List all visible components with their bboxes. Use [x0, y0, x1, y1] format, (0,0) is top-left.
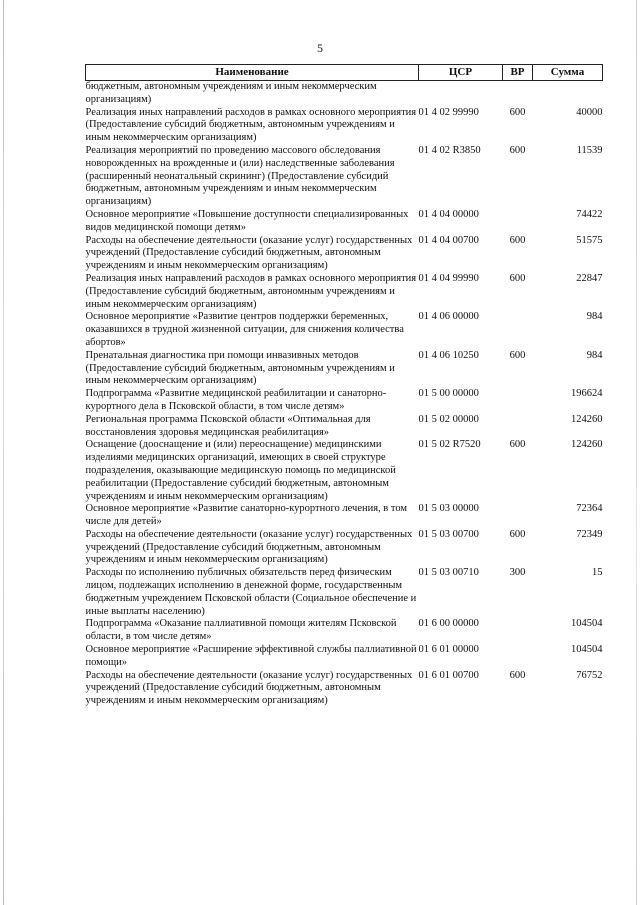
- cell-sum: 11539: [576, 144, 603, 156]
- cell-sum: 76752: [576, 669, 603, 681]
- cell-sum: 104504: [571, 618, 603, 630]
- table-row: [86, 567, 603, 618]
- table-row: [86, 618, 603, 644]
- table-row: [86, 273, 603, 311]
- cell-vr: [503, 209, 533, 235]
- cell-name: Региональная программа Псковской области «Оптимальная для восстановления здоровья медицинская реабилитация»: [85, 413, 371, 438]
- cell-code: 01 5 02 00000: [418, 413, 479, 425]
- table-row: [86, 145, 603, 209]
- cell-code: 01 4 06 00000: [418, 311, 479, 323]
- cell-vr: 600: [509, 669, 526, 681]
- cell-code: 01 6 01 00700: [418, 669, 479, 681]
- cell-vr: 600: [509, 234, 526, 246]
- table-row: [86, 350, 603, 388]
- table-row: [86, 107, 603, 145]
- cell-name: Основное мероприятие «Повышение доступности специализированных видов медицинской помощи детям»: [85, 208, 409, 233]
- table-row: [86, 209, 603, 235]
- header-name: Наименование: [86, 65, 419, 81]
- cell-sum: 15: [592, 567, 603, 579]
- cell-vr: 600: [509, 439, 526, 451]
- cell-code: 01 5 02 R7520: [418, 439, 481, 451]
- cell-sum: 51575: [576, 234, 603, 246]
- cell-sum: 22847: [576, 272, 603, 284]
- cell-code: 01 5 03 00000: [418, 503, 479, 515]
- cell-sum: 72349: [576, 528, 603, 540]
- cell-name: Расходы на обеспечение деятельности (оказание услуг) государственных учреждений (Предоставление субсидий бюджетным, автономным учреждениям и иным некоммерческим организациям): [85, 528, 413, 566]
- cell-name: Реализация иных направлений расходов в рамках основного мероприятия (Предоставление субсидий бюджетным, автономным учреждениям и иным некоммерческим организациям): [85, 272, 417, 310]
- cell-code: [419, 81, 503, 107]
- cell-vr: [503, 618, 533, 644]
- cell-vr: 600: [509, 106, 526, 118]
- table-row: [86, 414, 603, 440]
- cell-vr: 600: [509, 144, 526, 156]
- cell-name: Оснащение (дооснащение и (или) переоснащение) медицинскими изделиями медицинских организаций, имеющих в своей структуре подразделения, оказывающие медицинскую помощь по медицинской реабилитации (Предоставление субсидий бюджетным, автономным учреждениям и иным некоммерческим организациям): [85, 439, 396, 502]
- cell-sum: 104504: [571, 644, 603, 656]
- cell-vr: [503, 81, 533, 107]
- cell-name: Расходы по исполнению публичных обязательств перед физическим лицом, подлежащих исполнению в денежной форме, государственным бюджетным учреждением Псковской области (Социальное обеспечение и иные выплаты населению): [85, 567, 417, 617]
- cell-vr: [503, 388, 533, 414]
- cell-vr: 600: [509, 528, 526, 540]
- cell-code: 01 4 02 99990: [418, 106, 479, 118]
- cell-name: Подпрограмма «Развитие медицинской реабилитации и санаторно-курортного дела в Псковской области, в том числе детям»: [85, 388, 387, 412]
- cell-code: 01 6 01 00000: [418, 644, 479, 656]
- header-code: ЦСР: [419, 65, 503, 81]
- cell-code: 01 4 02 R3850: [418, 144, 481, 156]
- cell-name: Расходы на обеспечение деятельности (оказание услуг) государственных учреждений (Предоставление субсидий бюджетным, автономным учреждениям и иным некоммерческим организациям): [85, 234, 413, 272]
- cell-name: Расходы на обеспечение деятельности (оказание услуг) государственных учреждений (Предоставление субсидий бюджетным, автономным учреждениям и иным некоммерческим организациям): [85, 669, 413, 707]
- table-row: [86, 644, 603, 670]
- table-row: [86, 529, 603, 567]
- header-sum: Сумма: [533, 65, 603, 81]
- cell-code: 01 4 04 00000: [418, 208, 479, 220]
- cell-name: бюджетным, автономным учреждениям и иным некоммерческим организациям): [85, 81, 377, 105]
- cell-name: Основное мероприятие «Расширение эффективной службы паллиативной помощи»: [85, 644, 417, 668]
- table-row: [86, 388, 603, 414]
- cell-code: 01 4 04 00700: [418, 234, 479, 246]
- cell-name: Пренатальная диагностика при помощи инвазивных методов (Предоставление субсидий бюджетным, автономным учреждениям и иным некоммерческим организациям): [85, 349, 395, 387]
- cell-code: 01 4 04 99990: [418, 272, 479, 284]
- cell-sum: 984: [586, 349, 603, 361]
- cell-sum: 124260: [571, 439, 603, 451]
- cell-code: 01 4 06 10250: [418, 349, 479, 361]
- table-header-row: [86, 65, 603, 81]
- cell-vr: 300: [509, 567, 526, 579]
- cell-vr: [503, 644, 533, 670]
- header-vr: ВР: [503, 65, 533, 81]
- table-row: [86, 311, 603, 349]
- cell-sum: 196624: [571, 388, 603, 400]
- page-number: 5: [317, 41, 323, 55]
- table-row: [86, 81, 603, 107]
- cell-code: 01 5 03 00700: [418, 528, 479, 540]
- cell-name: Реализация иных направлений расходов в рамках основного мероприятия (Предоставление субсидий бюджетным, автономным учреждениям и иным некоммерческим организациям): [85, 106, 417, 144]
- cell-sum: 984: [586, 311, 603, 323]
- cell-vr: [503, 414, 533, 440]
- cell-name: Основное мероприятие «Развитие санаторно-курортного лечения, в том числе для детей»: [85, 503, 408, 528]
- budget-table: [85, 64, 603, 708]
- cell-vr: [503, 311, 533, 349]
- cell-name: Основное мероприятие «Развитие центров поддержки беременных, оказавшихся в трудной жизненной ситуации, для снижения количества абортов»: [85, 311, 404, 348]
- cell-vr: 600: [509, 349, 526, 361]
- table-row: [86, 670, 603, 708]
- table-row: [86, 235, 603, 273]
- cell-sum: 124260: [571, 413, 603, 425]
- cell-vr: 600: [509, 272, 526, 284]
- table-row: [86, 503, 603, 529]
- cell-sum: 40000: [576, 106, 603, 118]
- cell-name: Реализация мероприятий по проведению массового обследования новорожденных на врожденные и (или) наследственные заболевания (расширенный неонатальный скрининг) (Предоставление субсидий бюджетным, автономным учреждениям и иным некоммерческим организациям): [85, 144, 395, 208]
- scan-edge-left: [3, 0, 4, 905]
- scan-edge-right: [636, 0, 637, 905]
- table-row: [86, 439, 603, 503]
- cell-code: 01 5 00 00000: [418, 388, 479, 400]
- cell-sum: 74422: [576, 208, 603, 220]
- cell-name: Подпрограмма «Оказание паллиативной помощи жителям Псковской области, в том числе детям»: [85, 618, 397, 643]
- cell-sum: 72364: [576, 503, 603, 515]
- cell-vr: [503, 503, 533, 529]
- cell-sum: [533, 81, 603, 107]
- cell-code: 01 5 03 00710: [418, 567, 479, 579]
- cell-code: 01 6 00 00000: [418, 618, 479, 630]
